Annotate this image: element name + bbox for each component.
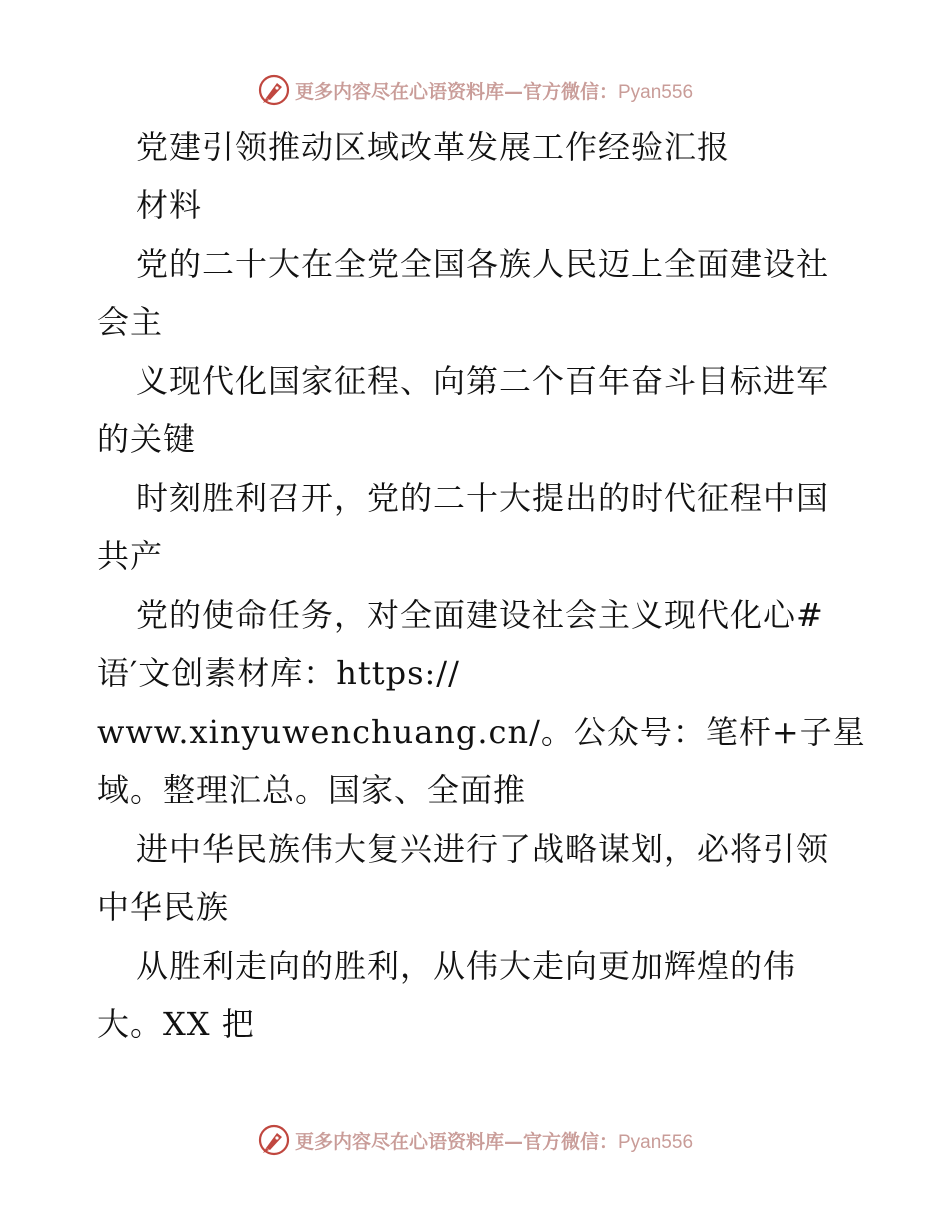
paragraph-line: 党的二十大在全党全国各族人民迈上全面建设社 bbox=[136, 245, 830, 283]
header-banner-text bbox=[295, 77, 693, 104]
paragraph-line: 进中华民族伟大复兴进行了战略谋划，必将引领 bbox=[136, 830, 830, 868]
paragraph-line: 从胜利走向的胜利，从伟大走向更加辉煌的伟 bbox=[136, 947, 797, 985]
paragraph-line: 中华民族 bbox=[97, 888, 230, 926]
paragraph-line: 共产 bbox=[97, 537, 164, 575]
document-title-line-1: 党建引领推动区域改革发展工作经验汇报 bbox=[136, 128, 731, 166]
header-banner-wechat-id: Pyan556 bbox=[618, 81, 694, 103]
paragraph-line: 时刻胜利召开，党的二十大提出的时代征程中国 bbox=[136, 479, 830, 517]
paragraph-line: 域。整理汇总。国家、全面推 bbox=[97, 771, 527, 809]
footer-banner-text bbox=[295, 1127, 693, 1154]
document-title-line-2: 材料 bbox=[136, 186, 203, 224]
paragraph-line: www.xinyuwenchuang.cn/。公众号：笔杆+子星 bbox=[97, 713, 866, 751]
pen-nib-logo-icon bbox=[257, 1123, 291, 1157]
footer-watermark-banner bbox=[0, 1120, 950, 1160]
header-banner-slogan: 更多内容尽在心语资料库—官方微信： bbox=[294, 80, 618, 103]
paragraph-line: 语′文创素材库：https:// bbox=[97, 654, 460, 692]
paragraph-line: 的关键 bbox=[97, 420, 197, 458]
paragraph-line: 大。XX 把 bbox=[97, 1005, 255, 1043]
paragraph-line: 会主 bbox=[97, 303, 164, 341]
paragraph-line: 党的使命任务，对全面建设社会主义现代化心# bbox=[136, 596, 824, 634]
footer-banner-wechat-id: Pyan556 bbox=[618, 1131, 694, 1153]
footer-banner-slogan: 更多内容尽在心语资料库—官方微信： bbox=[294, 1130, 618, 1153]
paragraph-line: 义现代化国家征程、向第二个百年奋斗目标进军 bbox=[136, 362, 830, 400]
header-watermark-banner bbox=[0, 70, 950, 110]
pen-nib-logo-icon bbox=[257, 73, 291, 107]
